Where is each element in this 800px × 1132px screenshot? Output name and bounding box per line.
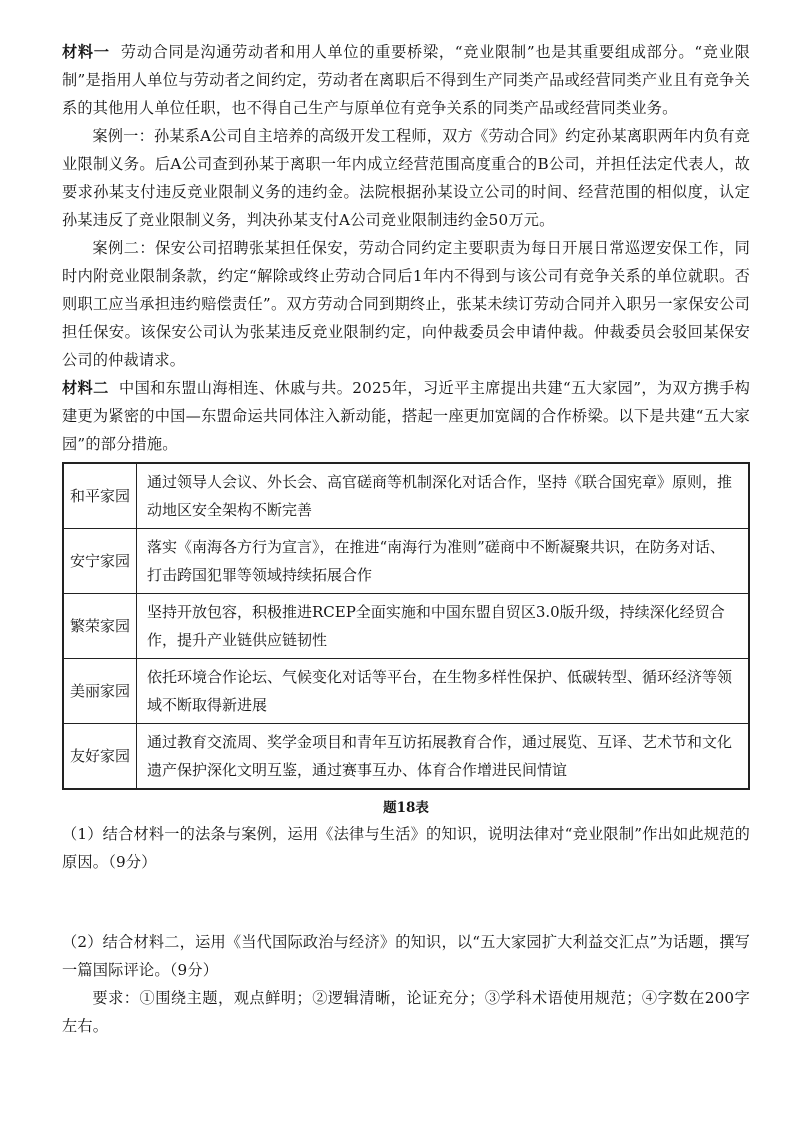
row-name-cell: 和平家园 bbox=[63, 463, 137, 529]
table-row bbox=[63, 594, 749, 659]
row-desc-cell: 通过领导人会议、外长会、高官磋商等机制深化对话合作，坚持《联合国宪章》原则，推动地区安全架构不断完善 bbox=[137, 463, 749, 529]
row-desc-cell: 通过教育交流周、奖学金项目和青年互访拓展教育合作，通过展览、互译、艺术节和文化遗产保护深化文明互鉴，通过赛事互办、体育合作增进民间情谊 bbox=[137, 724, 749, 790]
material2-paragraph bbox=[62, 374, 750, 458]
row-name-cell: 繁荣家园 bbox=[63, 594, 137, 659]
case2-paragraph: 案例二：保安公司招聘张某担任保安，劳动合同约定主要职责为每日开展日常巡逻安保工作，同时内附竞业限制条款，约定“解除或终止劳动合同后1年内不得到与该公司有竞争关系的单位就职。否则职工应当承担违约赔偿责任”。双方劳动合同到期终止，张某未续订劳动合同并入职另一家保安公司担任保安。该保安公司认为张某违反竞业限制约定，向仲裁委员会申请仲裁。仲裁委员会驳回某保安公司的仲裁请求。 bbox=[62, 239, 750, 369]
table-row bbox=[63, 529, 749, 594]
material1-label: 材料一 bbox=[62, 43, 110, 61]
row-name-cell: 友好家园 bbox=[63, 724, 137, 790]
material2-text: 中国和东盟山海相连、休戚与共。2025年，习近平主席提出共建“五大家园”，为双方携手构建更为紧密的中国—东盟命运共同体注入新动能，搭起一座更加宽阔的合作桥梁。以下是共建“五大家园”的部分措施。 bbox=[62, 379, 751, 453]
row-name-cell: 安宁家园 bbox=[63, 529, 137, 594]
question-2: （2）结合材料二，运用《当代国际政治与经济》的知识，以“五大家园扩大利益交汇点”为话题，撰写一篇国际评论。（9分） bbox=[62, 933, 750, 979]
table-row bbox=[63, 463, 749, 529]
question-2-requirements: 要求：①围绕主题，观点鲜明；②逻辑清晰，论证充分；③学科术语使用规范；④字数在200字左右。 bbox=[62, 989, 750, 1035]
table-row bbox=[63, 659, 749, 724]
question-1: （1）结合材料一的法条与案例，运用《法律与生活》的知识，说明法律对“竞业限制”作出如此规范的原因。（9分） bbox=[62, 825, 750, 871]
material1-text: 劳动合同是沟通劳动者和用人单位的重要桥梁，“竞业限制”也是其重要组成部分。“竞业限制”是指用人单位与劳动者之间约定，劳动者在离职后不得到生产同类产品或经营同类产业且有竞争关系的其他用人单位任职，也不得自己生产与原单位有竞争关系的同类产品或经营同类业务。 bbox=[62, 43, 750, 117]
row-desc-cell: 依托环境合作论坛、气候变化对话等平台，在生物多样性保护、低碳转型、循环经济等领域不断取得新进展 bbox=[137, 659, 749, 724]
answer-space-1 bbox=[62, 876, 750, 928]
case1-paragraph: 案例一：孙某系A公司自主培养的高级开发工程师，双方《劳动合同》约定孙某离职两年内负有竞业限制义务。后A公司查到孙某于离职一年内成立经营范围高度重合的B公司，并担任法定代表人，故要求孙某支付违反竞业限制义务的违约金。法院根据孙某设立公司的时间、经营范围的相似度，认定孙某违反了竞业限制义务，判决孙某支付A公司竞业限制违约金50万元。 bbox=[62, 127, 750, 229]
row-name-cell: 美丽家园 bbox=[63, 659, 137, 724]
row-desc-cell: 落实《南海各方行为宣言》，在推进“南海行为准则”磋商中不断凝聚共识，在防务对话、打击跨国犯罪等领域持续拓展合作 bbox=[137, 529, 749, 594]
material2-label: 材料二 bbox=[62, 379, 109, 397]
table-row bbox=[63, 724, 749, 790]
five-homes-table bbox=[62, 462, 750, 790]
table-caption: 题18表 bbox=[383, 800, 429, 816]
exam-page bbox=[62, 38, 750, 1040]
row-desc-cell: 坚持开放包容，积极推进RCEP全面实施和中国东盟自贸区3.0版升级，持续深化经贸合作，提升产业链供应链韧性 bbox=[137, 594, 749, 659]
material1-paragraph bbox=[62, 38, 750, 122]
